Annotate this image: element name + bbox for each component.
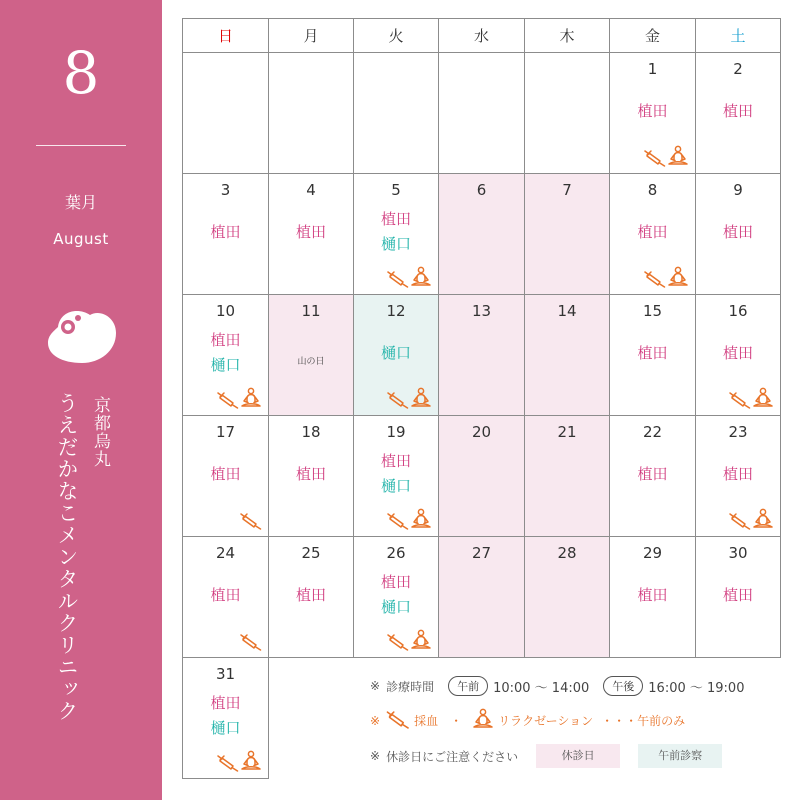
doctor-name-higuchi: 樋口: [380, 598, 411, 616]
day-number: 28: [557, 544, 577, 562]
service-icons: [217, 750, 262, 772]
doctor-name-uemura: 植田: [210, 586, 241, 604]
note-mark: ※: [370, 713, 381, 728]
day-number: 7: [562, 181, 572, 199]
calendar-day-cell: [183, 174, 269, 295]
doctor-name-higuchi: 樋口: [380, 477, 411, 495]
doctor-name-uemura: 植田: [722, 465, 753, 483]
service-icons: [387, 629, 432, 651]
syringe-icon: [729, 391, 751, 409]
calendar-day-cell: [525, 416, 610, 537]
calendar-day-cell: [354, 295, 439, 416]
weekday-sunday: 日: [183, 19, 269, 53]
meditation-icon: [410, 387, 432, 409]
hours-label: 診療時間: [386, 679, 435, 694]
calendar-day-cell: [269, 174, 354, 295]
day-number: 8: [647, 181, 658, 199]
doctor-name-uemura: 植田: [637, 586, 668, 604]
am-pill: 午前: [448, 676, 488, 696]
doctor-name-uemura: 植田: [380, 452, 411, 470]
syringe-icon: [386, 710, 410, 732]
syringe-icon: [387, 391, 409, 409]
am-hours: 10:00 〜 14:00: [493, 680, 590, 696]
service-icons: [387, 387, 432, 409]
doctor-name-uemura: 植田: [210, 223, 241, 241]
month-number: 8: [62, 39, 100, 107]
calendar-day-cell: [696, 53, 781, 174]
clinic-location: 京都烏丸: [90, 396, 110, 468]
calendar-week-row: [183, 416, 781, 537]
meditation-icon: [667, 145, 689, 167]
doctor-name-uemura: 植田: [637, 465, 668, 483]
doctor-name-uemura: 植田: [722, 223, 753, 241]
doctor-name-uemura: 植田: [380, 210, 411, 228]
calendar-day-cell: [439, 174, 525, 295]
weekday-saturday: 土: [696, 19, 781, 53]
pm-pill: 午後: [603, 676, 643, 696]
meditation-icon: [240, 750, 262, 772]
blood-draw-label: 採血: [414, 714, 439, 728]
service-icons: [240, 512, 262, 530]
month-japanese-name: 葉月: [64, 193, 97, 212]
calendar-day-cell: [610, 537, 696, 658]
syringe-icon: [240, 512, 262, 530]
day-number: 10: [215, 302, 236, 320]
service-icons: [387, 266, 432, 288]
clinic-logo-icon: [44, 305, 120, 365]
service-icons: [729, 387, 774, 409]
doctor-name-uemura: 植田: [637, 223, 668, 241]
day-number: 21: [557, 423, 577, 441]
calendar-cell-blank: [354, 53, 439, 174]
day-number: 25: [301, 544, 321, 562]
doctor-name-higuchi: 樋口: [210, 356, 241, 374]
day-number: 2: [733, 60, 743, 78]
day-number: 27: [471, 544, 492, 562]
syringe-icon: [644, 149, 666, 167]
legend: [358, 660, 800, 800]
doctor-name-uemura: 植田: [210, 694, 241, 712]
doctor-name-uemura: 植田: [295, 223, 326, 241]
note-mark: ※: [370, 749, 381, 763]
calendar-week-row: [183, 295, 781, 416]
calendar-day-cell: [439, 416, 525, 537]
holiday-label: 山の日: [297, 357, 325, 367]
doctor-name-uemura: 植田: [722, 102, 753, 120]
day-number: 23: [728, 423, 748, 441]
weekday-friday: 金: [610, 19, 696, 53]
service-icons: [644, 266, 689, 288]
relaxation-label: リラクゼーション: [498, 714, 594, 728]
meditation-icon: [410, 508, 432, 530]
legend-icons-row: [370, 708, 800, 733]
day-number: 6: [476, 181, 487, 199]
syringe-icon: [217, 391, 239, 409]
syringe-icon: [644, 270, 666, 288]
calendar-day-cell: [183, 537, 269, 658]
day-number: 24: [215, 544, 236, 562]
meditation-icon: [752, 387, 774, 409]
calendar-day-cell: [610, 295, 696, 416]
sidebar: [0, 0, 162, 800]
day-number: 20: [471, 423, 492, 441]
syringe-icon: [217, 754, 239, 772]
calendar-day-cell: [696, 537, 781, 658]
pm-hours: 16:00 〜 19:00: [648, 680, 745, 696]
closed-day-note: 休診日にご注意ください: [386, 749, 519, 764]
day-number: 14: [557, 302, 577, 320]
calendar-day-cell: [183, 658, 269, 779]
day-number: 17: [215, 423, 236, 441]
meditation-icon: [240, 387, 262, 409]
calendar-cell-blank: [269, 53, 354, 174]
weekday-tuesday: 火: [354, 19, 439, 53]
calendar-day-cell: [610, 174, 696, 295]
weekday-monday: 月: [269, 19, 354, 53]
day-number: 18: [301, 423, 321, 441]
day-number: 9: [733, 181, 743, 199]
day-number: 26: [386, 544, 406, 562]
day-number: 29: [642, 544, 663, 562]
day-number: 15: [642, 302, 663, 320]
calendar-day-cell: [696, 174, 781, 295]
calendar-day-cell: [525, 174, 610, 295]
weekday-header-row: [183, 19, 781, 53]
am-clinic-swatch: 午前診察: [638, 744, 722, 768]
calendar-day-cell: [610, 53, 696, 174]
day-number: 16: [728, 302, 748, 320]
calendar-day-cell: [354, 416, 439, 537]
clinic-name: うえだかなこメンタルクリニック: [55, 392, 79, 722]
meditation-icon: [410, 266, 432, 288]
calendar-week-row: [183, 537, 781, 658]
weekday-wednesday: 水: [439, 19, 525, 53]
note-mark: ※: [370, 679, 381, 693]
service-icons: [729, 508, 774, 530]
calendar-cell-blank: [269, 658, 354, 779]
closed-day-swatch: 休診日: [536, 744, 620, 768]
calendar-day-cell: [439, 537, 525, 658]
calendar-day-cell: [525, 295, 610, 416]
day-number: 19: [386, 423, 406, 441]
doctor-name-higuchi: 樋口: [380, 235, 411, 253]
calendar-day-cell: [183, 416, 269, 537]
month-english-name: August: [53, 230, 109, 248]
legend-hours-row: [370, 676, 800, 696]
doctor-name-uemura: 植田: [722, 586, 753, 604]
doctor-name-uemura: 植田: [210, 331, 241, 349]
calendar-day-cell: [439, 295, 525, 416]
day-number: 11: [301, 302, 321, 320]
syringe-icon: [387, 633, 409, 651]
meditation-icon: [472, 708, 494, 730]
day-number: 13: [471, 302, 492, 320]
calendar-cell-blank: [183, 53, 269, 174]
meditation-icon: [410, 629, 432, 651]
day-number: 22: [642, 423, 663, 441]
meditation-icon: [667, 266, 689, 288]
doctor-name-uemura: 植田: [637, 344, 668, 362]
sidebar-divider: [36, 145, 126, 146]
calendar-day-cell: [696, 295, 781, 416]
calendar-day-cell: [269, 537, 354, 658]
calendar-cell-blank: [439, 53, 525, 174]
syringe-icon: [387, 512, 409, 530]
service-icons: [387, 508, 432, 530]
calendar-day-cell: [269, 295, 354, 416]
doctor-name-uemura: 植田: [210, 465, 241, 483]
meditation-icon: [472, 708, 494, 733]
calendar-day-cell: [696, 416, 781, 537]
doctor-name-higuchi: 樋口: [210, 719, 241, 737]
calendar-day-cell: [354, 537, 439, 658]
service-icons: [217, 387, 262, 409]
service-icons: [644, 145, 689, 167]
am-only-note: ・・・午前のみ: [601, 714, 686, 728]
doctor-name-uemura: 植田: [295, 586, 326, 604]
weekday-thursday: 木: [525, 19, 610, 53]
syringe-icon: [387, 270, 409, 288]
doctor-name-uemura: 植田: [722, 344, 753, 362]
calendar-week-row: [183, 174, 781, 295]
day-number: 1: [647, 60, 658, 78]
legend-separator: ・: [450, 714, 463, 728]
day-number: 4: [306, 181, 316, 199]
calendar-day-cell: [183, 295, 269, 416]
service-icons: [240, 633, 262, 651]
calendar-cell-blank: [525, 53, 610, 174]
syringe-icon: [729, 512, 751, 530]
syringe-icon: [386, 710, 410, 729]
calendar-week-row: [183, 53, 781, 174]
calendar-day-cell: [610, 416, 696, 537]
day-number: 12: [386, 302, 406, 320]
calendar-day-cell: [525, 537, 610, 658]
day-number: 5: [391, 181, 401, 199]
doctor-name-uemura: 植田: [295, 465, 326, 483]
syringe-icon: [240, 633, 262, 651]
calendar-day-cell: [269, 416, 354, 537]
day-number: 3: [220, 181, 231, 199]
doctor-name-higuchi: 樋口: [380, 344, 411, 362]
day-number: 31: [215, 665, 236, 683]
calendar-day-cell: [354, 174, 439, 295]
meditation-icon: [752, 508, 774, 530]
day-number: 30: [728, 544, 748, 562]
doctor-name-uemura: 植田: [637, 102, 668, 120]
legend-swatch-row: [370, 744, 800, 768]
doctor-name-uemura: 植田: [380, 573, 411, 591]
